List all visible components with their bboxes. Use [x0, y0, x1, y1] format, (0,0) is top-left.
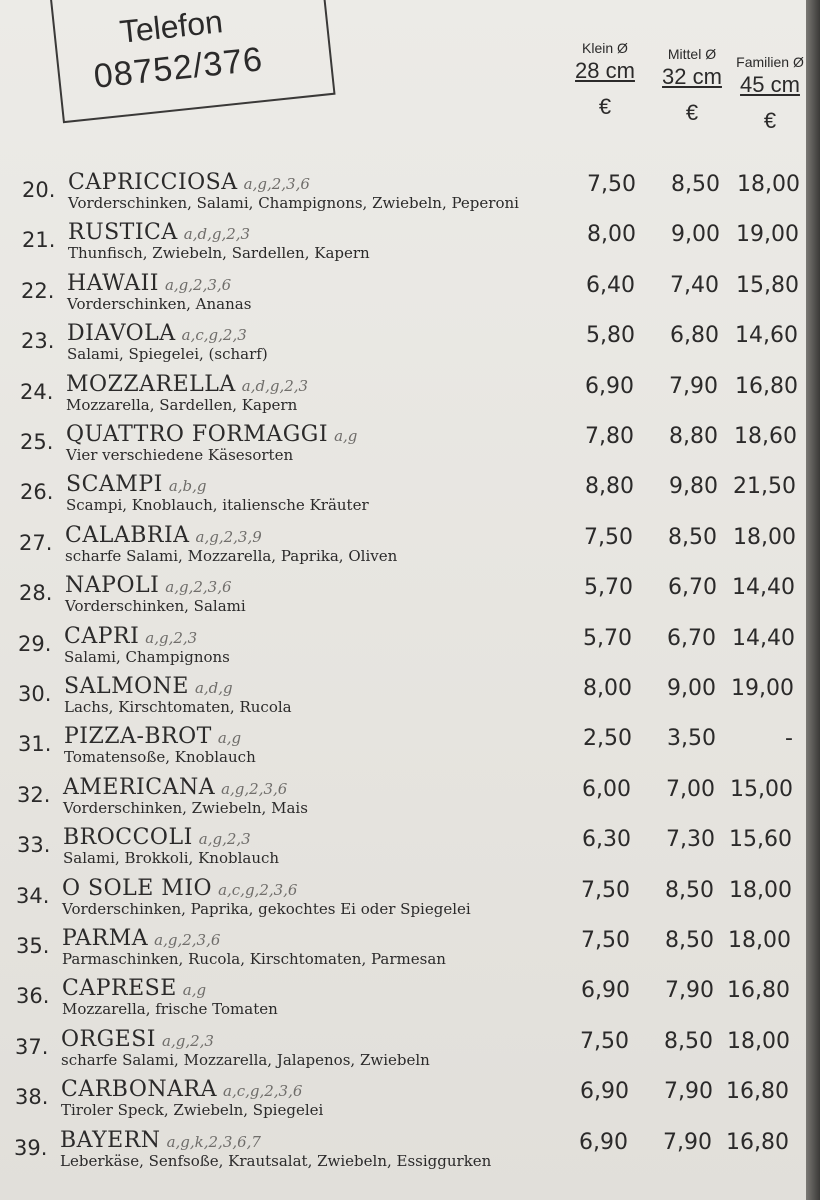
item-allergens: a,g,2,3,6	[221, 779, 288, 798]
item-name	[60, 1128, 261, 1153]
item-name-text: NAPOLI	[65, 573, 160, 599]
price-medium: 8,50	[665, 928, 714, 953]
item-name-text: ORGESI	[61, 1026, 156, 1052]
item-description: Parmaschinken, Rucola, Kirschtomaten, Parmesan	[62, 950, 446, 968]
menu-item	[0, 521, 806, 571]
item-number: 36.	[16, 984, 50, 1009]
price-small: 7,50	[581, 877, 630, 903]
item-description: Tiroler Speck, Zwiebeln, Spiegelei	[61, 1101, 324, 1120]
price-small: 7,80	[585, 424, 634, 449]
item-allergens: a,c,g,2,3	[181, 326, 247, 345]
item-name-text: CALABRIA	[65, 522, 190, 548]
price-medium: 9,00	[671, 222, 720, 248]
item-description: Leberkäse, Senfsoße, Krautsalat, Zwiebeln, Essiggurken	[60, 1151, 492, 1170]
price-family: 14,60	[735, 323, 798, 349]
price-small: 6,00	[582, 776, 631, 802]
price-small: 6,90	[585, 373, 634, 399]
price-small: 8,00	[587, 222, 636, 248]
price-family: 18,60	[734, 424, 797, 449]
item-number: 23.	[21, 329, 55, 354]
price-family: 16,80	[735, 373, 798, 399]
menu-item	[0, 823, 806, 873]
item-allergens: a,d,g	[194, 679, 233, 697]
item-name-text: CAPRICCIOSA	[68, 170, 238, 195]
item-description: Vorderschinken, Zwiebeln, Mais	[63, 798, 308, 817]
menu-item	[0, 773, 806, 823]
item-allergens: a,c,g,2,3,6	[218, 880, 298, 899]
menu-item	[0, 370, 806, 420]
price-family: 16,80	[726, 1129, 789, 1155]
price-medium: 6,70	[667, 625, 716, 651]
item-number: 34.	[16, 883, 50, 908]
price-small: 6,90	[580, 1079, 629, 1105]
item-number: 29.	[18, 631, 52, 656]
item-name	[65, 523, 262, 548]
item-description: Vorderschinken, Ananas	[67, 294, 252, 313]
item-description: Mozzarella, Sardellen, Kapern	[66, 395, 298, 414]
item-name	[62, 976, 206, 1001]
item-allergens: a,g	[217, 729, 242, 748]
menu-item	[0, 470, 806, 520]
item-allergens: a,d,g,2,3	[183, 225, 251, 244]
size-name: Klein Ø	[582, 40, 628, 56]
price-medium: 7,30	[666, 827, 715, 853]
price-small: 6,90	[581, 978, 630, 1004]
item-name	[62, 926, 220, 951]
item-name	[65, 573, 232, 598]
size-cm: 28 cm	[575, 58, 635, 83]
price-medium: 9,80	[669, 474, 718, 500]
item-description: scharfe Salami, Mozzarella, Paprika, Oliven	[65, 546, 398, 565]
price-family: 16,80	[727, 978, 790, 1004]
price-family: 14,40	[732, 625, 795, 651]
item-name	[64, 674, 233, 699]
item-name-text: CARBONARA	[61, 1077, 217, 1103]
item-name-text: MOZZARELLA	[66, 371, 236, 397]
price-small: 7,50	[581, 928, 630, 953]
item-name-text: BROCCOLI	[63, 825, 193, 851]
item-name-text: BAYERN	[60, 1127, 161, 1153]
item-name-text: PIZZA-BROT	[64, 724, 212, 750]
item-number: 31.	[18, 732, 52, 757]
item-number: 33.	[17, 833, 51, 858]
item-description: Salami, Spiegelei, (scharf)	[67, 345, 268, 364]
item-description: Lachs, Kirschtomaten, Rucola	[64, 698, 292, 716]
item-allergens: a,g,k,2,3,6,7	[166, 1132, 261, 1151]
size-cm: 45 cm	[740, 72, 800, 97]
price-family: 18,00	[729, 877, 792, 903]
menu-item	[0, 874, 806, 924]
menu-item	[0, 218, 806, 268]
item-description: Tomatensoße, Knoblauch	[64, 748, 256, 767]
price-medium: 9,00	[667, 676, 716, 701]
price-small: 6,90	[579, 1129, 628, 1155]
size-cm: 32 cm	[662, 64, 722, 89]
item-name	[63, 825, 251, 850]
price-medium: 6,70	[668, 575, 717, 601]
size-column-small	[560, 40, 650, 120]
item-allergens: a,g,2,3	[145, 628, 198, 647]
item-name	[62, 876, 297, 901]
item-allergens: a,g,2,3	[162, 1031, 214, 1050]
price-family: 18,00	[733, 524, 796, 550]
item-number: 35.	[16, 934, 50, 958]
price-medium: 7,40	[670, 272, 719, 298]
currency-label: €	[598, 94, 612, 119]
item-description: Salami, Brokkoli, Knoblauch	[63, 849, 280, 868]
price-small: 8,80	[585, 474, 634, 500]
menu-item	[0, 1126, 806, 1176]
item-description: Vorderschinken, Salami	[65, 597, 246, 616]
item-description: Vorderschinken, Salami, Champignons, Zwiebeln, Peperoni	[68, 194, 519, 212]
currency-label: €	[763, 108, 777, 133]
price-medium: 7,90	[669, 373, 718, 399]
item-description: Mozzarella, frische Tomaten	[62, 1000, 278, 1019]
item-name-text: CAPRESE	[62, 976, 177, 1002]
menu-item	[0, 571, 806, 621]
price-medium: 8,80	[669, 424, 718, 449]
price-family: 18,00	[728, 928, 791, 953]
size-column-family	[728, 54, 812, 134]
item-name	[67, 271, 231, 296]
item-name-text: SCAMPI	[66, 472, 163, 498]
price-family: -	[785, 726, 793, 752]
item-number: 25.	[20, 430, 54, 454]
item-number: 37.	[15, 1034, 49, 1059]
item-name-text: RUSTICA	[68, 220, 178, 246]
price-medium: 8,50	[665, 877, 714, 903]
item-name	[63, 775, 287, 800]
price-small: 7,50	[587, 172, 636, 197]
menu-item	[0, 1025, 806, 1075]
item-name	[64, 724, 241, 749]
price-medium: 7,90	[665, 978, 714, 1004]
phone-label: Telefon	[118, 3, 225, 50]
menu-item	[0, 722, 806, 772]
price-family: 18,00	[737, 172, 800, 197]
menu-item	[0, 672, 806, 722]
price-family: 19,00	[731, 676, 794, 701]
item-allergens: a,g,2,3,6	[154, 931, 221, 949]
item-name	[64, 624, 197, 649]
price-small: 8,00	[583, 676, 632, 701]
price-family: 15,80	[736, 272, 799, 298]
item-name	[66, 372, 308, 397]
phone-number: 08752/376	[92, 40, 265, 96]
price-medium: 6,80	[670, 323, 719, 349]
price-medium: 7,90	[664, 1079, 713, 1105]
item-description: Salami, Champignons	[64, 647, 230, 666]
menu-item	[0, 1075, 806, 1125]
item-number: 39.	[14, 1135, 48, 1160]
item-name	[61, 1027, 214, 1052]
item-allergens: a,d,g,2,3	[241, 376, 309, 395]
item-allergens: a,g	[182, 981, 207, 1000]
price-family: 19,00	[736, 222, 799, 248]
item-description: scharfe Salami, Mozzarella, Jalapenos, Zwiebeln	[61, 1050, 430, 1069]
item-number: 32.	[17, 782, 51, 807]
price-small: 7,50	[580, 1028, 629, 1054]
item-allergens: a,g,2,3,6	[243, 175, 310, 193]
item-name	[68, 170, 310, 195]
item-name-text: O SOLE MIO	[62, 875, 213, 901]
menu-item	[0, 420, 806, 470]
price-small: 5,70	[584, 575, 633, 601]
item-description: Scampi, Knoblauch, italiensche Kräuter	[66, 496, 369, 515]
menu-item	[0, 269, 806, 319]
item-description: Vier verschiedene Käsesorten	[66, 446, 294, 464]
item-name-text: PARMA	[62, 926, 149, 951]
price-medium: 8,50	[668, 524, 717, 550]
item-allergens: a,g	[334, 427, 358, 445]
price-family: 16,80	[726, 1079, 789, 1105]
menu-item	[0, 622, 806, 672]
item-allergens: a,b,g	[168, 477, 207, 496]
item-number: 21.	[22, 228, 56, 253]
item-name	[61, 1077, 302, 1102]
item-number: 20.	[22, 178, 56, 202]
item-number: 38.	[15, 1085, 49, 1110]
item-allergens: a,g,2,3,6	[165, 578, 232, 597]
item-name-text: SALMONE	[64, 674, 189, 699]
item-name	[66, 422, 357, 447]
item-number: 22.	[21, 278, 55, 303]
item-allergens: a,g,2,3	[198, 830, 251, 849]
price-family: 18,00	[727, 1028, 790, 1054]
price-family: 21,50	[733, 474, 796, 500]
price-medium: 3,50	[667, 726, 716, 752]
menu-item	[0, 168, 806, 218]
menu-item	[0, 974, 806, 1024]
size-name: Mittel Ø	[667, 46, 717, 62]
item-name-text: CAPRI	[64, 623, 140, 649]
price-medium: 8,50	[664, 1028, 713, 1054]
item-number: 24.	[20, 379, 54, 404]
item-name-text: HAWAII	[67, 270, 159, 296]
item-name	[66, 472, 207, 497]
item-number: 26.	[20, 480, 54, 505]
price-family: 15,00	[730, 776, 793, 802]
item-name	[68, 220, 250, 245]
item-allergens: a,g,2,3,9	[195, 527, 262, 546]
item-number: 30.	[18, 682, 52, 706]
item-allergens: a,g,2,3,6	[164, 275, 232, 294]
item-number: 27.	[19, 530, 53, 555]
item-allergens: a,c,g,2,3,6	[223, 1082, 303, 1101]
price-medium: 8,50	[671, 172, 720, 197]
item-name-text: QUATTRO FORMAGGI	[66, 422, 329, 447]
menu-item	[0, 319, 806, 369]
price-small: 2,50	[583, 726, 632, 752]
price-family: 14,40	[732, 575, 795, 601]
price-small: 6,40	[586, 272, 635, 298]
menu-item	[0, 924, 806, 974]
item-description: Vorderschinken, Paprika, gekochtes Ei oder Spiegelei	[62, 899, 471, 918]
price-small: 7,50	[584, 524, 633, 550]
price-small: 5,70	[583, 625, 632, 651]
price-medium: 7,90	[663, 1129, 712, 1155]
price-small: 5,80	[586, 323, 635, 349]
page-edge	[806, 0, 820, 1200]
item-name	[67, 321, 247, 346]
item-name-text: DIAVOLA	[67, 321, 176, 347]
size-column-medium	[648, 46, 736, 126]
currency-label: €	[685, 100, 699, 125]
item-number: 28.	[19, 581, 53, 606]
item-name-text: AMERICANA	[63, 774, 216, 800]
price-small: 6,30	[582, 827, 631, 853]
price-family: 15,60	[729, 827, 792, 853]
price-medium: 7,00	[666, 776, 715, 802]
item-description: Thunfisch, Zwiebeln, Sardellen, Kapern	[68, 244, 370, 263]
size-name: Familien Ø	[736, 54, 804, 70]
